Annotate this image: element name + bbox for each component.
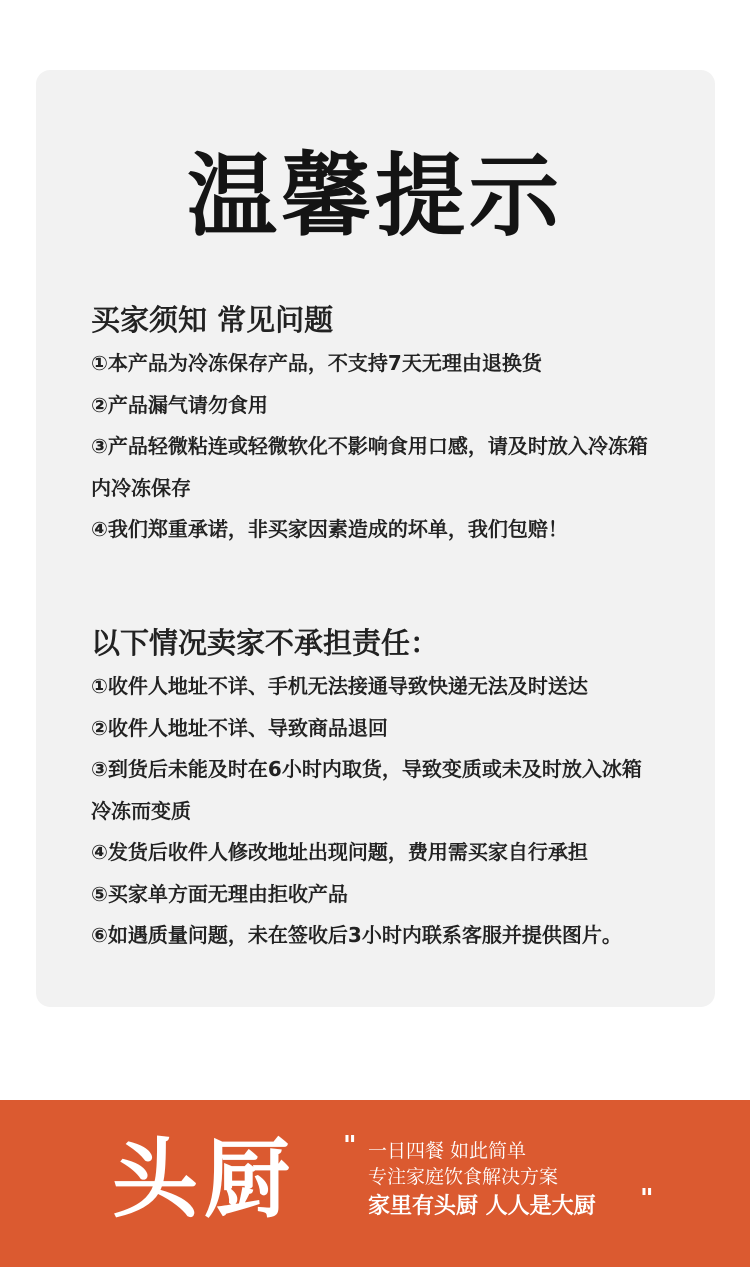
list-item: ⑤买家单方面无理由拒收产品 — [91, 881, 348, 906]
slogan-line-3: 家里有头厨 人人是大厨 — [368, 1194, 596, 1219]
brand-footer — [0, 1100, 750, 1267]
seller-disclaimer-heading: 以下情况卖家不承担责任： — [91, 626, 440, 660]
list-item: ③产品轻微粘连或轻微软化不影响食用口感，请及时放入冷冻箱 — [91, 434, 648, 458]
seller-disclaimer-list — [91, 666, 691, 957]
list-item: ④发货后收件人修改地址出现问题，费用需买家自行承担 — [91, 840, 588, 864]
list-item: ①收件人地址不详、手机无法接通导致快递无法及时送达 — [91, 674, 588, 698]
list-item: ③到货后未能及时在6小时内取货，导致变质或未及时放入冰箱 — [91, 757, 642, 781]
brand-logo: 头厨 — [112, 1129, 296, 1230]
slogan-line-1: 一日四餐 如此简单 — [368, 1140, 527, 1162]
quote-close-mark: " — [640, 1184, 654, 1214]
list-item: ②收件人地址不详、导致商品退回 — [91, 715, 388, 740]
list-item: ④我们郑重承诺，非买家因素造成的坏单，我们包赔！ — [91, 517, 568, 541]
list-item: ⑥如遇质量问题，未在签收后3小时内联系客服并提供图片。 — [91, 923, 622, 947]
slogan-line-2: 专注家庭饮食解决方案 — [368, 1166, 559, 1188]
buyer-notice-heading: 买家须知 常见问题 — [91, 303, 334, 337]
list-item: 冷冻而变质 — [91, 798, 191, 823]
list-item: 内冷冻保存 — [91, 475, 191, 500]
page-title: 温馨提示 — [187, 144, 563, 249]
buyer-notice-list — [91, 343, 691, 551]
list-item: ①本产品为冷冻保存产品，不支持7天无理由退换货 — [91, 351, 542, 375]
list-item: ②产品漏气请勿食用 — [91, 392, 268, 417]
quote-open-mark: " — [343, 1131, 357, 1161]
